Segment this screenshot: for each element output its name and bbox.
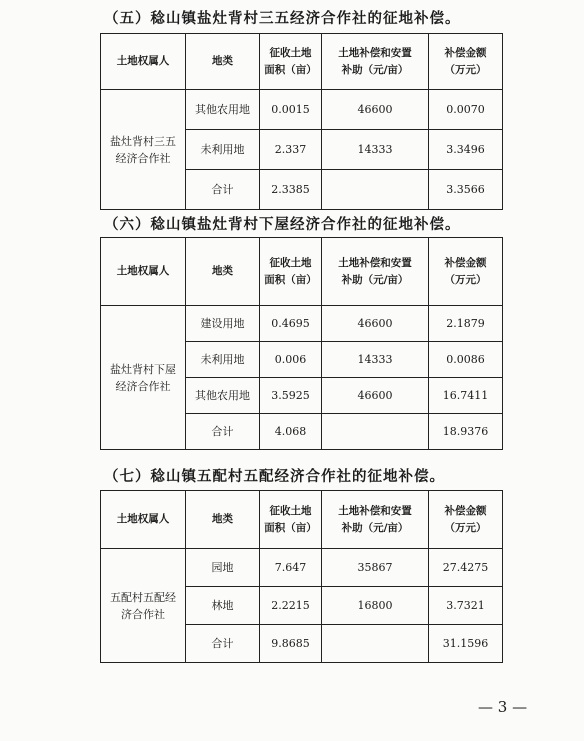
subsidy-cell: 14333 <box>322 130 429 170</box>
page-number: — 3 — <box>478 698 528 716</box>
subsidy-cell: 16800 <box>322 587 429 625</box>
header-owner: 土地权属人 <box>101 34 186 90</box>
header-area: 征收土地 面积（亩） <box>260 34 322 90</box>
section-title: （五）稔山镇盐灶背村三五经济合作社的征地补偿。 <box>104 10 461 27</box>
area-cell: 0.4695 <box>260 306 322 342</box>
header-subsidy: 土地补偿和安置 补助（元/亩） <box>322 238 429 306</box>
type-cell: 合计 <box>186 625 260 663</box>
amount-cell: 31.1596 <box>429 625 503 663</box>
area-cell: 0.006 <box>260 342 322 378</box>
header-row <box>101 34 503 90</box>
header-amount: 补偿金额 （万元） <box>429 491 503 549</box>
area-cell: 3.5925 <box>260 378 322 414</box>
table-row <box>101 549 503 587</box>
area-cell: 2.3385 <box>260 170 322 210</box>
header-owner: 土地权属人 <box>101 238 186 306</box>
subsidy-cell <box>322 625 429 663</box>
header-row <box>101 238 503 306</box>
type-cell: 其他农用地 <box>186 90 260 130</box>
area-cell: 9.8685 <box>260 625 322 663</box>
compensation-table <box>100 490 503 663</box>
amount-cell: 16.7411 <box>429 378 503 414</box>
header-area: 征收土地 面积（亩） <box>260 238 322 306</box>
amount-cell: 3.3496 <box>429 130 503 170</box>
header-type: 地类 <box>186 34 260 90</box>
header-subsidy: 土地补偿和安置 补助（元/亩） <box>322 34 429 90</box>
type-cell: 林地 <box>186 587 260 625</box>
header-type: 地类 <box>186 491 260 549</box>
header-row <box>101 491 503 549</box>
amount-cell: 18.9376 <box>429 414 503 450</box>
area-cell: 7.647 <box>260 549 322 587</box>
amount-cell: 2.1879 <box>429 306 503 342</box>
amount-cell: 3.3566 <box>429 170 503 210</box>
amount-cell: 0.0070 <box>429 90 503 130</box>
area-cell: 2.2215 <box>260 587 322 625</box>
compensation-table <box>100 237 503 450</box>
type-cell: 合计 <box>186 170 260 210</box>
amount-cell: 3.7321 <box>429 587 503 625</box>
table-row <box>101 90 503 130</box>
section-title: （七）稔山镇五配村五配经济合作社的征地补偿。 <box>104 468 445 485</box>
subsidy-cell <box>322 170 429 210</box>
type-cell: 建设用地 <box>186 306 260 342</box>
header-area: 征收土地 面积（亩） <box>260 491 322 549</box>
compensation-table <box>100 33 503 210</box>
area-cell: 2.337 <box>260 130 322 170</box>
subsidy-cell: 46600 <box>322 90 429 130</box>
header-amount: 补偿金额 （万元） <box>429 34 503 90</box>
subsidy-cell <box>322 414 429 450</box>
amount-cell: 0.0086 <box>429 342 503 378</box>
subsidy-cell: 46600 <box>322 306 429 342</box>
header-amount: 补偿金额 （万元） <box>429 238 503 306</box>
owner-cell: 盐灶背村三五 经济合作社 <box>101 90 186 210</box>
subsidy-cell: 46600 <box>322 378 429 414</box>
section-title: （六）稔山镇盐灶背村下屋经济合作社的征地补偿。 <box>104 216 461 233</box>
owner-cell: 五配村五配经 济合作社 <box>101 549 186 663</box>
owner-cell: 盐灶背村下屋 经济合作社 <box>101 306 186 450</box>
header-owner: 土地权属人 <box>101 491 186 549</box>
subsidy-cell: 14333 <box>322 342 429 378</box>
area-cell: 0.0015 <box>260 90 322 130</box>
type-cell: 未利用地 <box>186 342 260 378</box>
type-cell: 合计 <box>186 414 260 450</box>
area-cell: 4.068 <box>260 414 322 450</box>
header-subsidy: 土地补偿和安置 补助（元/亩） <box>322 491 429 549</box>
type-cell: 园地 <box>186 549 260 587</box>
type-cell: 其他农用地 <box>186 378 260 414</box>
subsidy-cell: 35867 <box>322 549 429 587</box>
header-type: 地类 <box>186 238 260 306</box>
amount-cell: 27.4275 <box>429 549 503 587</box>
type-cell: 未利用地 <box>186 130 260 170</box>
table-row <box>101 306 503 342</box>
